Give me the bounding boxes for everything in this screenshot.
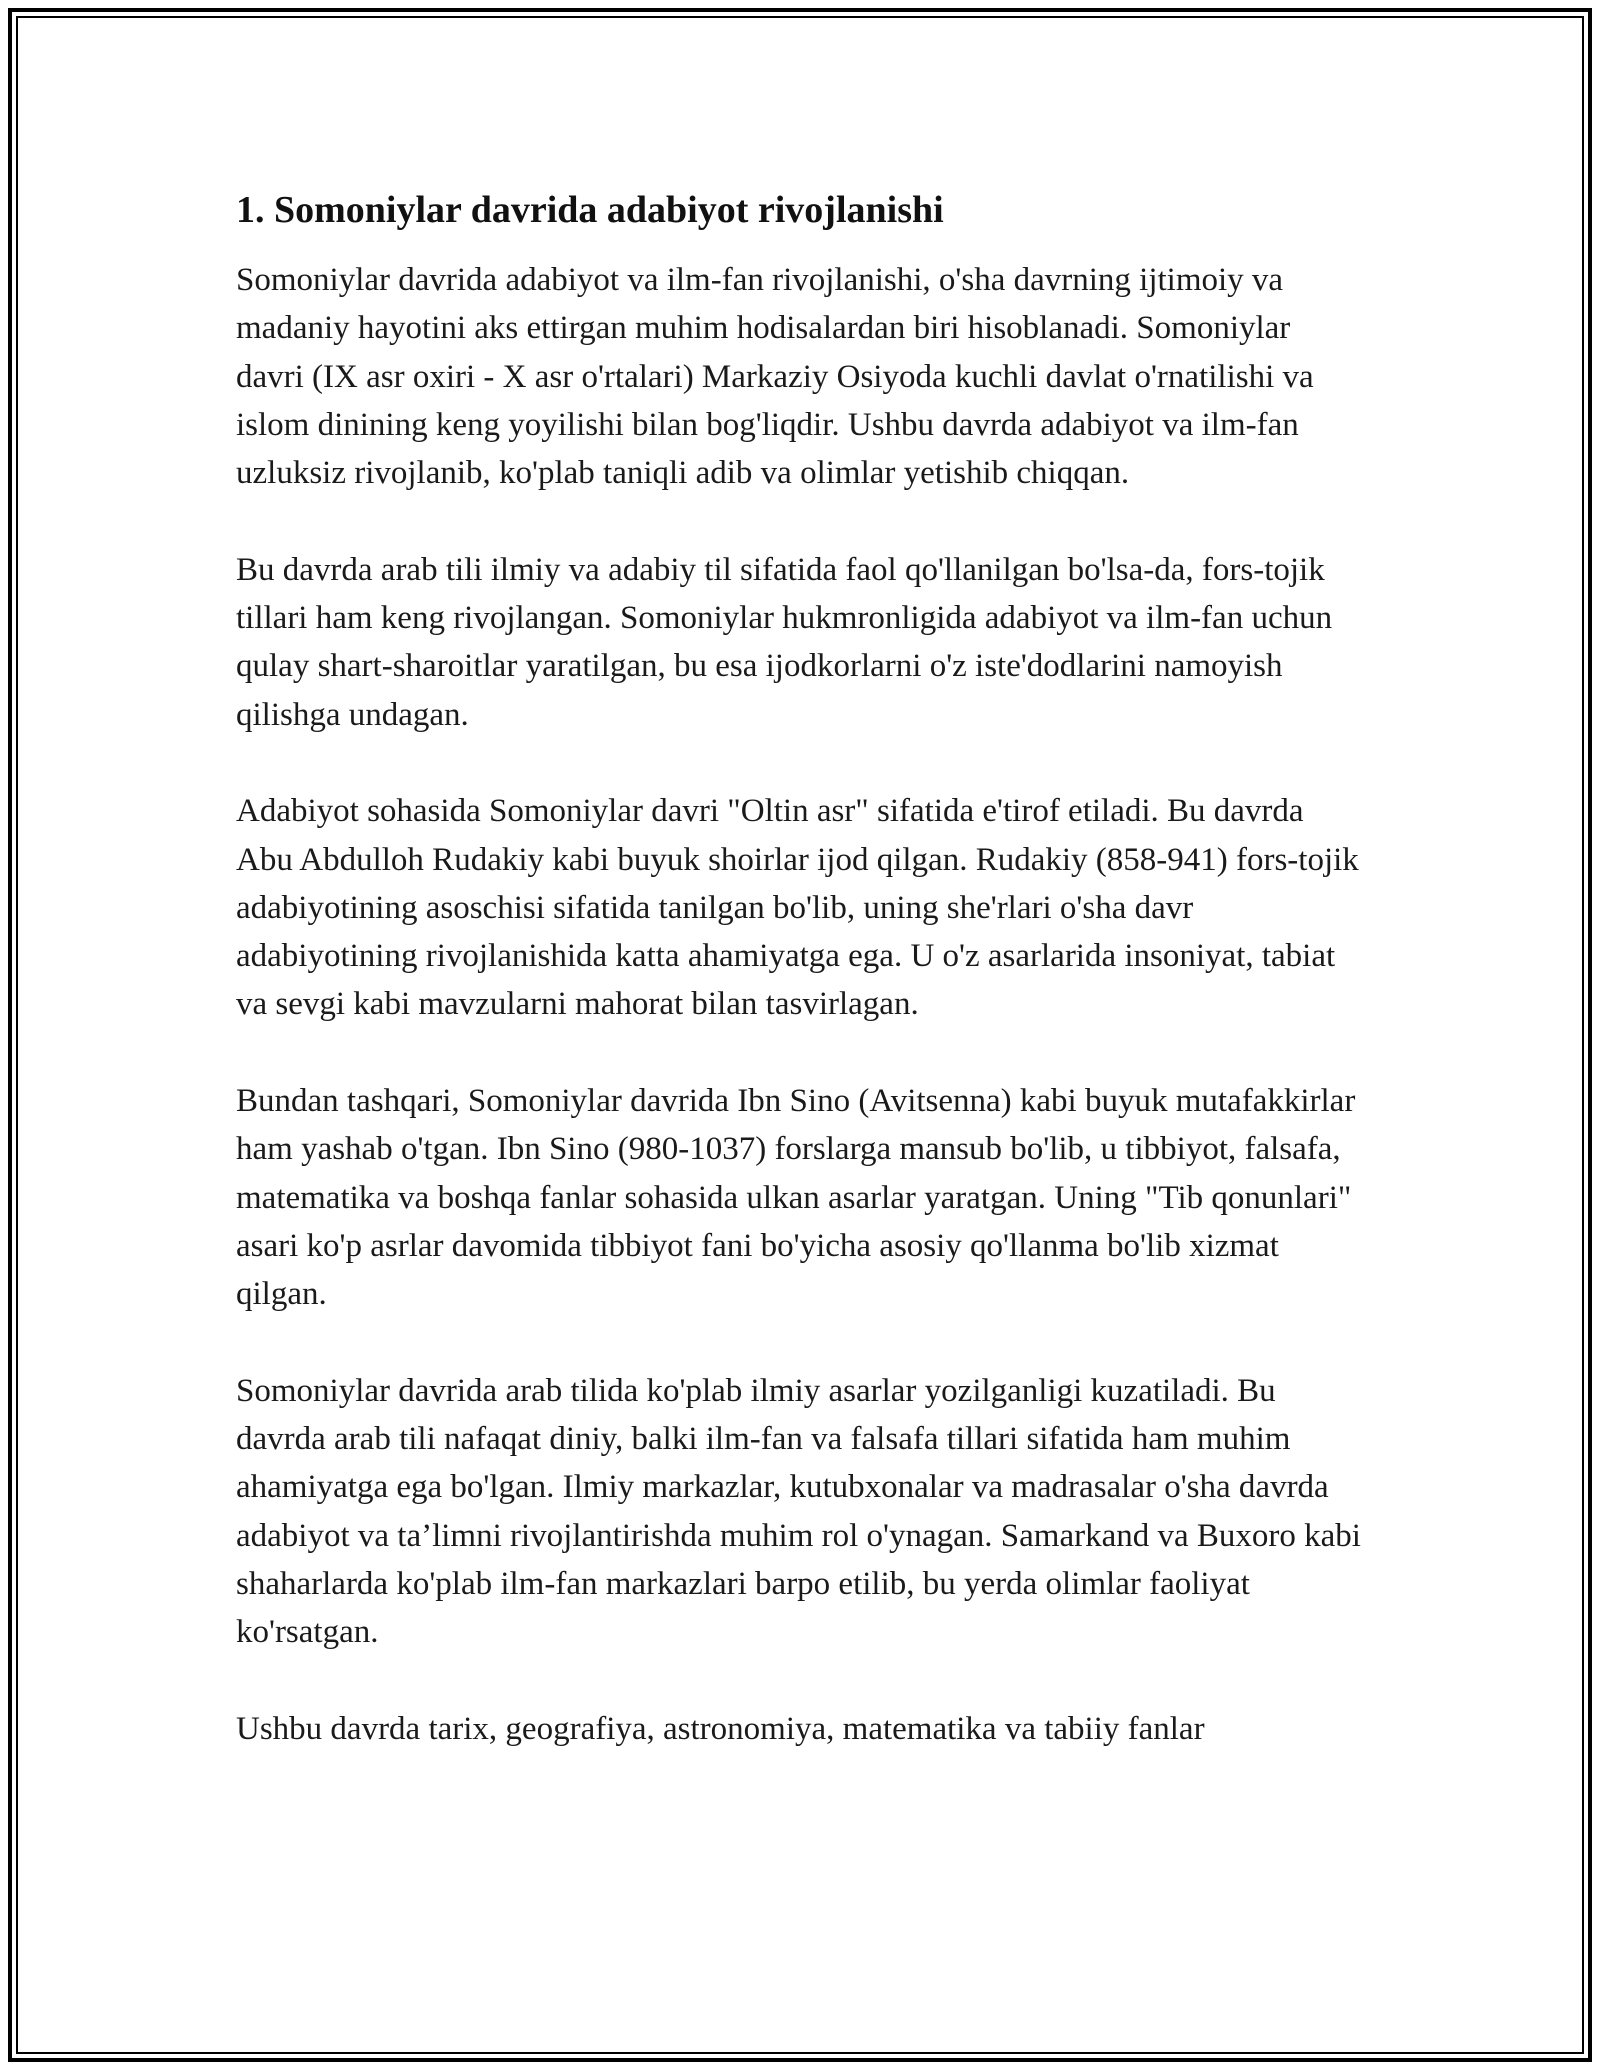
- document-body: [236, 186, 1366, 1802]
- paragraph-5: Somoniylar davrida arab tilida ko'plab ilmiy asarlar yozilganligi kuzatiladi. Bu davrda arab tili nafaqat diniy, balki ilm-fan va falsafa tillari sifatida ham muhim ahamiyatga ega bo'lgan. Ilmiy markazlar, kutubxonalar va madrasalar o'sha davrda adabiyot va ta’limni rivojlantirishda muhim rol o'ynagan. Samarkand va Buxoro kabi shaharlarda ko'plab ilm-fan markazlari barpo etilib, bu yerda olimlar faoliyat ko'rsatgan.: [236, 1372, 1361, 1651]
- paragraph-2: Bu davrda arab tili ilmiy va adabiy til sifatida faol qo'llanilgan bo'lsa-da, fors-tojik tillari ham keng rivojlangan. Somoniylar hukmronligida adabiyot va ilm-fan uchun qulay shart-sharoitlar yaratilgan, bu esa ijodkorlarni o'z iste'dodlarini namoyish qilishga undagan.: [236, 551, 1333, 733]
- section-heading: 1. Somoniylar davrida adabiyot rivojlanishi: [236, 189, 944, 231]
- paragraph-3: Adabiyot sohasida Somoniylar davri "Oltin asr" sifatida e'tirof etiladi. Bu davrda Abu Abdulloh Rudakiy kabi buyuk shoirlar ijod qilgan. Rudakiy (858-941) fors-tojik adabiyotining asoschisi sifatida tanilgan bo'lib, uning she'rlari o'sha davr adabiyotining rivojlanishida katta ahamiyatga ega. U o'z asarlarida insoniyat, tabiat va sevgi kabi mavzularni mahorat bilan tasvirlagan.: [236, 793, 1359, 1023]
- paragraph-6: Ushbu davrda tarix, geografiya, astronomiya, matematika va tabiiy fanlar: [236, 1710, 1205, 1747]
- paragraph-4: Bundan tashqari, Somoniylar davrida Ibn Sino (Avitsenna) kabi buyuk mutafakkirlar ham yashab o'tgan. Ibn Sino (980-1037) forslarga mansub bo'lib, u tibbiyot, falsafa, matematika va boshqa fanlar sohasida ulkan asarlar yaratgan. Uning "Tib qonunlari" asari ko'p asrlar davomida tibbiyot fani bo'yicha asosiy qo'llanma bo'lib xizmat qilgan.: [236, 1083, 1356, 1313]
- paragraph-1: Somoniylar davrida adabiyot va ilm-fan rivojlanishi, o'sha davrning ijtimoiy va madaniy hayotini aks ettirgan muhim hodisalardan biri hisoblanadi. Somoniylar davri (IX asr oxiri - X asr o'rtalari) Markaziy Osiyoda kuchli davlat o'rnatilishi va islom dinining keng yoyilishi bilan bog'liqdir. Ushbu davrda adabiyot va ilm-fan uzluksiz rivojlanib, ko'plab taniqli adib va olimlar yetishib chiqqan.: [236, 262, 1314, 492]
